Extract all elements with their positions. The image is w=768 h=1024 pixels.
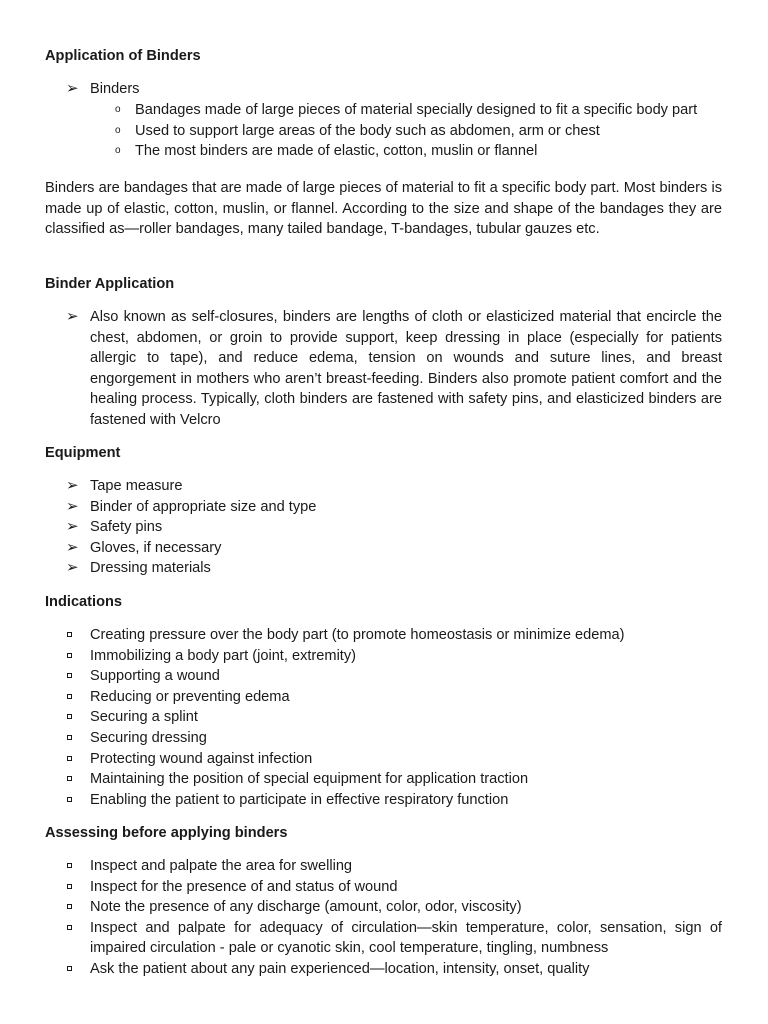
list-item: Protecting wound against infection [45,749,722,770]
list-item: ➢ Gloves, if necessary [45,538,722,559]
square-bullet-icon [67,673,72,678]
arrow-bullet-icon: ➢ [66,308,79,325]
square-bullet-icon [67,925,72,930]
square-bullet-icon [67,904,72,909]
list-item: ➢ Tape measure [45,476,722,497]
list-item: ➢ Binder of appropriate size and type [45,497,722,518]
arrow-bullet-icon: ➢ [66,538,79,556]
list-item: o The most binders are made of elastic, cotton, muslin or flannel [45,141,722,162]
arrow-bullet-icon: ➢ [66,497,79,515]
arrow-bullet-icon: ➢ [66,559,79,577]
list-item: Securing a splint [45,707,722,728]
section-equipment [45,443,722,463]
binder-application-list [45,307,722,431]
list-item: Reducing or preventing edema [45,687,722,708]
list-item: ➢ Dressing materials [45,558,722,579]
list-item: Supporting a wound [45,666,722,687]
list-item: Securing dressing [45,728,722,749]
circle-bullet-icon: o [115,124,121,136]
binders-list [45,79,722,100]
circle-bullet-icon: o [115,104,121,115]
square-bullet-icon [67,797,72,802]
square-bullet-icon [67,863,72,868]
equipment-list [45,476,722,579]
binders-sublist [45,100,722,162]
square-bullet-icon [67,694,72,699]
list-item: Inspect for the presence of and status of wound [45,877,722,898]
section-heading: Equipment [45,445,121,461]
arrow-bullet-icon: ➢ [66,518,79,536]
section-heading: Assessing before applying binders [45,825,288,841]
list-item: ➢ Safety pins [45,517,722,538]
list-item: Maintaining the position of special equipment for application traction [45,769,722,790]
square-bullet-icon [67,756,72,761]
square-bullet-icon [67,776,72,781]
square-bullet-icon [67,714,72,719]
assessing-list [45,856,722,980]
list-item: ➢ Also known as self-closures, binders are lengths of cloth or elasticized material that encircle the chest, abdomen, or groin to provide support, keep dressing in place (especially for patients allergic to tape), and reduce edema, tension on wounds and suture lines, and breast engorgement in mothers who aren’t breast-feeding. Binders also promote patient comfort and the healing process. Typically, cloth binders are fastened with safety pins, and elasticized binders are fastened with Velcro [66,308,722,428]
section-assessing [45,823,722,843]
section-indications [45,592,722,612]
section-heading: Indications [45,594,123,610]
indications-list [45,625,722,810]
arrow-bullet-icon: ➢ [66,80,79,97]
square-bullet-icon [67,735,72,740]
circle-bullet-icon: o [115,145,121,157]
square-bullet-icon [67,653,72,658]
square-bullet-icon [67,632,72,637]
list-item: ➢ Binders [45,79,722,100]
arrow-bullet-icon: ➢ [66,477,79,494]
square-bullet-icon [67,966,72,971]
list-item: Note the presence of any discharge (amount, color, odor, viscosity) [45,897,722,918]
list-item: Inspect and palpate the area for swelling [45,856,722,877]
list-item: Immobilizing a body part (joint, extremity) [45,646,722,667]
binders-paragraph: Binders are bandages that are made of large pieces of material to fit a specific body part. Most binders is made up of elastic, cotton, muslin, or flannel. According to the size and shape of the bandages they are classified as—roller bandages, many tailed bandage, T-bandages, tubular gauzes etc. [45,180,722,238]
section-heading: Application of Binders [45,48,201,64]
list-item: Ask the patient about any pain experienced—location, intensity, onset, quality [45,959,722,980]
list-item: Inspect and palpate for adequacy of circulation—skin temperature, color, sensation, sign of impaired circulation - pale or cyanotic skin, cool temperature, tingling, numbness [45,918,722,959]
list-item: Creating pressure over the body part (to promote homeostasis or minimize edema) [45,625,722,646]
section-binder-application [45,274,722,294]
list-item: Enabling the patient to participate in effective respiratory function [45,790,722,811]
section-heading: Binder Application [45,276,175,292]
list-item: o Used to support large areas of the body such as abdomen, arm or chest [45,121,722,142]
list-item: o Bandages made of large pieces of material specially designed to fit a specific body part [45,100,722,121]
section-application-of-binders [45,46,722,66]
square-bullet-icon [67,884,72,889]
